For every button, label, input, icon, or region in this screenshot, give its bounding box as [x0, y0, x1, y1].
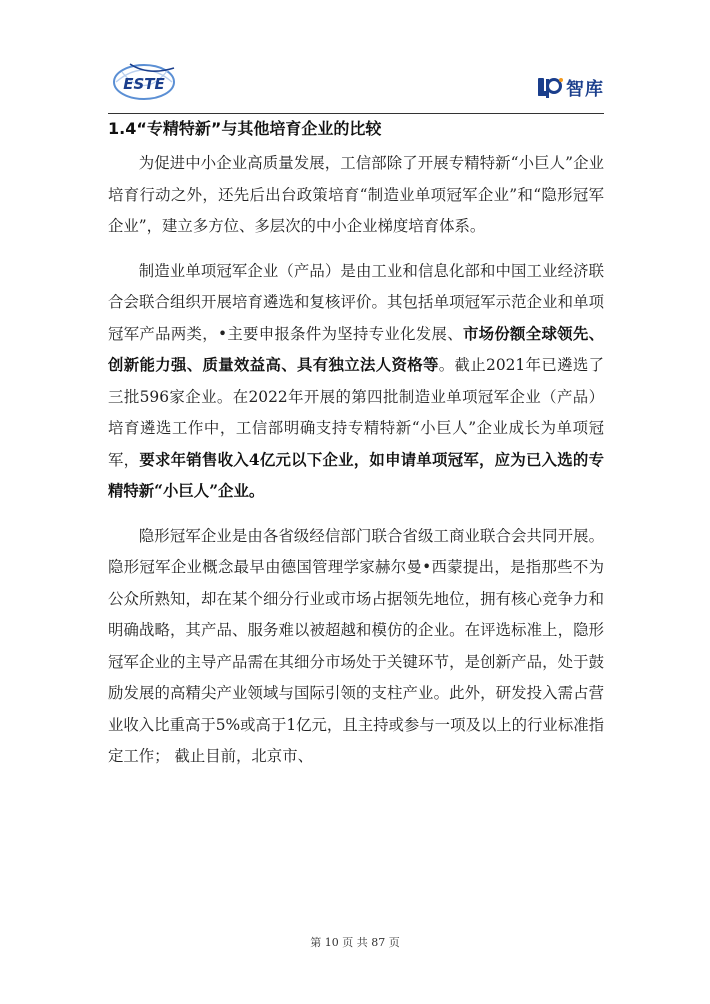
paragraph-2	[108, 256, 604, 508]
section-heading: 1.4“专精特新”与其他培育企业的比较	[108, 119, 382, 138]
paragraph-2-text-b: 。截止2021年已遴选了三批596家企业。在2022年开展的第四批制造业单项冠军企业（产品）培育遴选工作中，工信部明确支持专精特新“小巨人”企业成长为单项冠军，	[108, 356, 604, 469]
este-logo	[108, 56, 188, 104]
este-logo-text: ESTE	[123, 75, 165, 93]
page-header	[108, 56, 604, 112]
page-number: 第 10 页 共 87 页	[310, 936, 400, 949]
header-divider	[108, 113, 604, 114]
zhiku-logo-icon	[537, 77, 563, 99]
zhiku-logo-text: 智库	[566, 79, 604, 100]
document-body	[108, 148, 604, 786]
zhiku-logo	[537, 76, 604, 100]
paragraph-3: 隐形冠军企业是由各省级经信部门联合省级工商业联合会共同开展。隐形冠军企业概念最早由德国管理学家赫尔曼•西蒙提出，是指那些不为公众所熟知，却在某个细分行业或市场占据领先地位，拥有核心竞争力和明确战略，其产品、服务难以被超越和模仿的企业。在评选标准上，隐形冠军企业的主导产品需在其细分市场处于关键环节，是创新产品，处于鼓励发展的高精尖产业领域与国际引领的支柱产业。此外，研发投入需占营业收入比重高于5%或高于1亿元，且主持或参与一项及以上的行业标准指定工作； 截止目前，北京市、	[108, 526, 604, 765]
paragraph-2-bold-b: 要求年销售收入4亿元以下企业，如申请单项冠军，应为已入选的专精特新“小巨人”企业。	[108, 450, 604, 500]
paragraph-1: 为促进中小企业高质量发展，工信部除了开展专精特新“小巨人”企业培育行动之外，还先后出台政策培育“制造业单项冠军企业”和“隐形冠军企业”，建立多方位、多层次的中小企业梯度培育体系。	[108, 154, 604, 235]
paragraph-2-bold-a: 市场份额全球领先、创新能力强、质量效益高、具有独立法人资格等	[108, 324, 604, 374]
paragraph-2-text-a: 制造业单项冠军企业（产品）是由工业和信息化部和中国工业经济联合会联合组织开展培育遴选和复核评价。其包括单项冠军示范企业和单项冠军产品两类，•主要申报条件为坚持专业化发展、	[108, 261, 604, 343]
